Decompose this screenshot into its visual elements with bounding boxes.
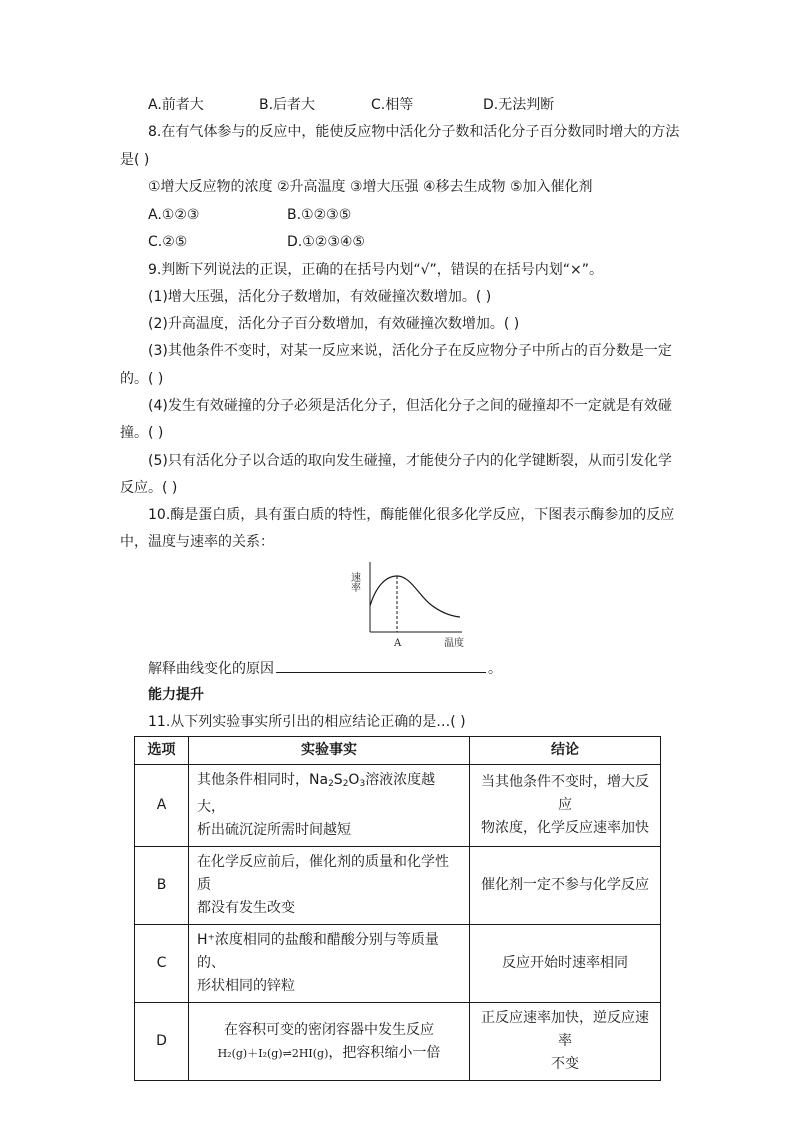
row-a-fact <box>189 765 470 847</box>
q10-answer-suffix: 。 <box>488 661 502 677</box>
q10-stem-line2: 中，温度与速率的关系： <box>120 534 274 550</box>
q7-option-b: B.后者大 <box>259 97 316 113</box>
row-d-fact <box>189 1003 470 1081</box>
row-a-fact-line2: 析出硫沉淀所需时间越短 <box>197 822 351 838</box>
header-fact: 实验事实 <box>189 737 470 765</box>
q9-item-4-line1: (4)发生有效碰撞的分子必须是活化分子，但活化分子之间的碰撞却不一定就是有效碰 <box>148 398 672 414</box>
row-c-fact <box>189 925 470 1003</box>
q8-conditions: ①增大反应物的浓度 ②升高温度 ③增大压强 ④移去生成物 ⑤加入催化剂 <box>148 179 593 195</box>
enzyme-rate-figure <box>350 558 470 654</box>
q10-answer-blank[interactable] <box>276 658 486 673</box>
q9-stem: 9.判断下列说法的正误，正确的在括号内划“√”，错误的在括号内划“×”。 <box>148 262 604 278</box>
row-d-conclusion-line1: 正反应速率加快，逆反应速率 <box>481 1010 649 1049</box>
q11-table <box>134 736 661 1081</box>
row-d-conclusion <box>470 1003 661 1081</box>
row-a-conclusion <box>470 765 661 847</box>
row-b-fact-line2: 都没有发生改变 <box>197 900 295 916</box>
q9-item-3-line2: 的。( ) <box>120 371 164 387</box>
table-row <box>135 925 661 1003</box>
q9-item-5-line2: 反应。( ) <box>120 480 178 496</box>
x-axis-label: 温度 <box>444 638 464 649</box>
q9-item-4-line2: 撞。( ) <box>120 425 164 441</box>
q9-item-3-line1: (3)其他条件不变时，对某一反应来说，活化分子在反应物分子中所占的百分数是一定 <box>148 343 672 359</box>
q7-option-c: C.相等 <box>371 97 414 113</box>
row-c-fact-line1: H⁺浓度相同的盐酸和醋酸分别与等质量的、 <box>197 932 439 971</box>
row-d-option: D <box>135 1003 189 1081</box>
row-a-sub-2b: 2 <box>342 779 349 789</box>
table-row <box>135 765 661 847</box>
q8-option-c: C.②⑤ <box>148 234 188 250</box>
row-d-conclusion-line2: 不变 <box>551 1056 579 1072</box>
q10-stem-line1: 10.酶是蛋白质，具有蛋白质的特性，酶能催化很多化学反应，下图表示酶参加的反应 <box>148 507 675 523</box>
q11-stem: 11.从下列实验事实所引出的相应结论正确的是…( ) <box>148 714 466 730</box>
row-a-fact-part2: S <box>333 772 343 788</box>
row-b-option: B <box>135 847 189 925</box>
rate-curve <box>370 576 460 617</box>
row-b-fact-line1: 在化学反应前后，催化剂的质量和化学性质 <box>197 854 449 893</box>
row-b-conclusion: 催化剂一定不参与化学反应 <box>470 847 661 925</box>
q8-option-d: D.①②③④⑤ <box>287 234 365 250</box>
row-b-fact <box>189 847 470 925</box>
q9-item-5-line1: (5)只有活化分子以合适的取向发生碰撞，才能使分子内的化学键断裂，从而引发化学 <box>148 453 672 469</box>
peak-label: A <box>394 638 402 649</box>
section-heading: 能力提升 <box>148 687 204 703</box>
row-a-conclusion-line2: 物浓度，化学反应速率加快 <box>481 820 649 836</box>
row-a-fact-part3: O <box>348 772 360 788</box>
q10-answer-line <box>148 658 502 679</box>
q7-option-d: D.无法判断 <box>483 97 555 113</box>
table-row <box>135 1003 661 1081</box>
row-a-sub-3: 3 <box>359 779 366 789</box>
row-a-fact-part4: 溶液浓度越大， <box>197 772 436 815</box>
header-conclusion: 结论 <box>470 737 661 765</box>
q8-stem-line2: 是( ) <box>120 152 150 168</box>
row-c-fact-line2: 形状相同的锌粒 <box>197 978 295 994</box>
q10-answer-prefix: 解释曲线变化的原因 <box>148 661 274 677</box>
row-d-fact-line2: ，把容积缩小一倍 <box>328 1044 441 1061</box>
row-c-option: C <box>135 925 189 1003</box>
q9-item-2: (2)升高温度，活化分子百分数增加，有效碰撞次数增加。( ) <box>148 316 520 332</box>
y-axis-label: 速率 <box>348 572 360 592</box>
row-d-fact-line1: 在容积可变的密闭容器中发生反应 <box>224 1021 434 1038</box>
header-option: 选项 <box>135 737 189 765</box>
row-a-conclusion-line1: 当其他条件不变时，增大反应 <box>481 774 649 813</box>
q8-option-b: B.①②③⑤ <box>287 207 352 223</box>
row-c-conclusion: 反应开始时速率相同 <box>470 925 661 1003</box>
q8-stem-line1: 8.在有气体参与的反应中，能使反应物中活化分子数和活化分子百分数同时增大的方法 <box>148 124 680 140</box>
row-d-equation: H₂(g)＋I₂(g)⇌2HI(g) <box>217 1046 329 1060</box>
table-header-row <box>135 737 661 765</box>
row-a-option: A <box>135 765 189 847</box>
q7-option-a: A.前者大 <box>148 97 204 113</box>
q9-item-1: (1)增大压强，活化分子数增加，有效碰撞次数增加。( ) <box>148 289 492 305</box>
row-a-sub-2: 2 <box>328 779 334 789</box>
row-a-fact-part1: 其他条件相同时，Na <box>197 772 329 788</box>
q8-option-a: A.①②③ <box>148 207 200 223</box>
table-row <box>135 847 661 925</box>
